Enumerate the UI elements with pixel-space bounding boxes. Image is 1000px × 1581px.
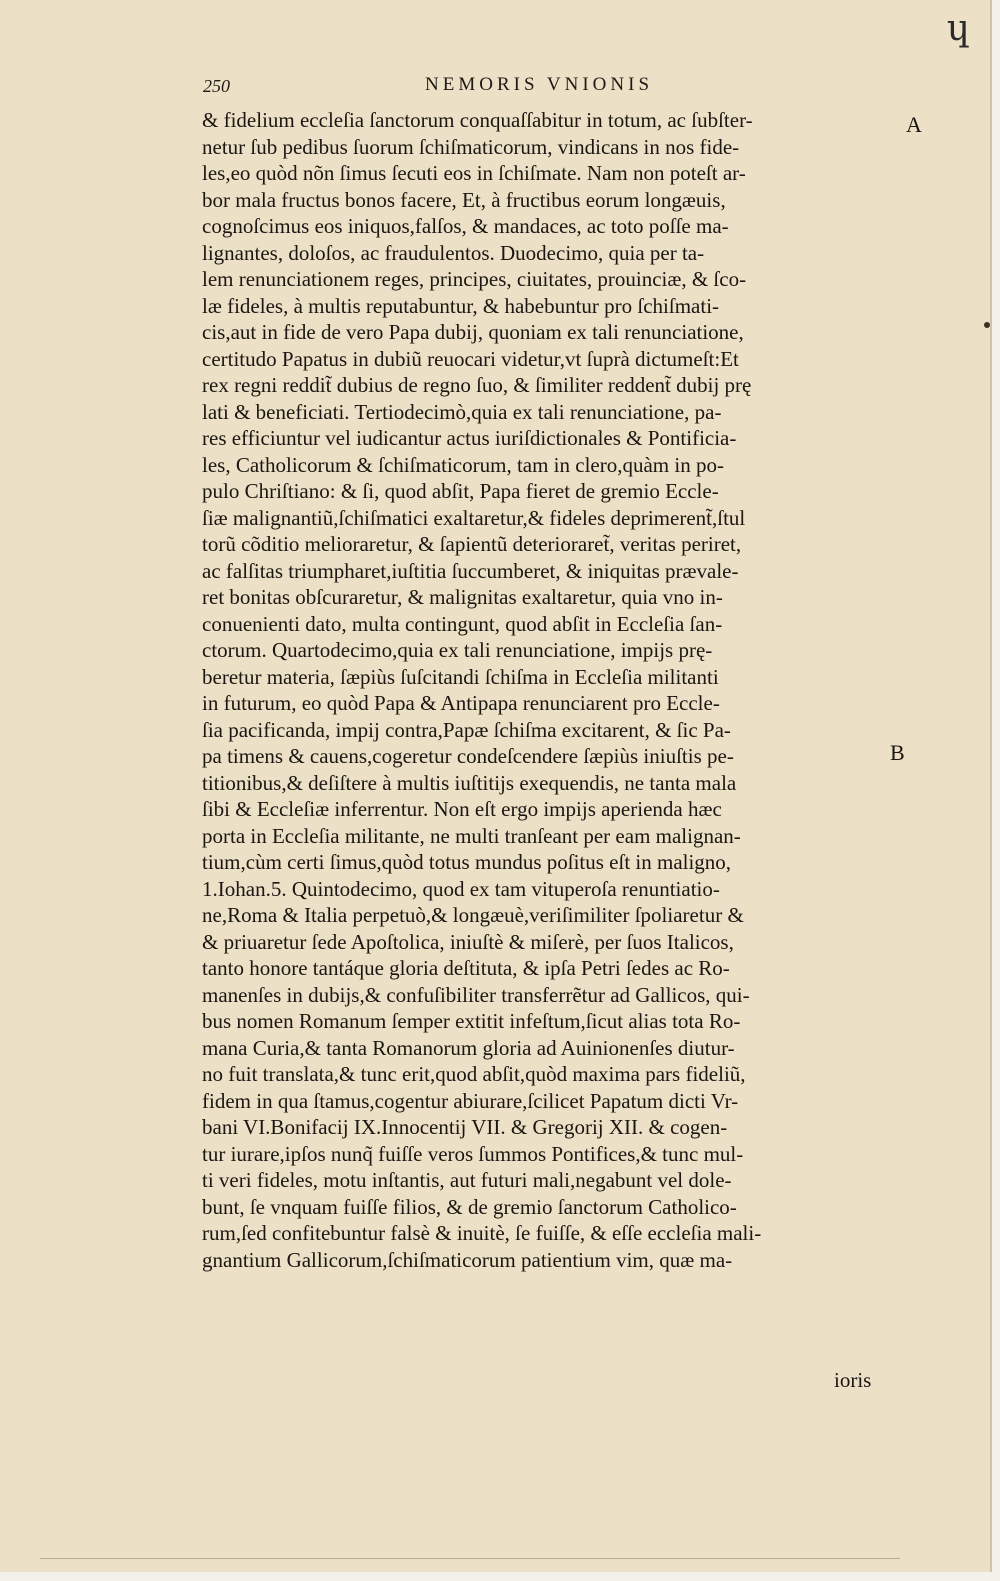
text-line: gnantium Gallicorum,ſchiſmaticorum patientium vim, quæ ma- (202, 1247, 733, 1272)
text-line: les,eo quòd nõn ſimus ſecuti eos in ſchiſmate. Nam non poteſt ar- (202, 161, 746, 185)
text-line: tium,cùm certi ſimus,quòd totus mundus poſitus eſt in maligno, (202, 850, 732, 874)
text-line: pulo Chriſtiano: & ſi, quod abſit, Papa fieret de gremio Eccle- (202, 479, 719, 503)
margin-dot (984, 322, 990, 328)
page-number: 250 (203, 76, 230, 96)
text-line: cis,aut in fide de vero Papa dubij, quoniam ex tali renunciatione, (202, 320, 744, 344)
text-line: netur ſub pedibus ſuorum ſchiſmaticorum, vindicans in nos fide- (202, 134, 740, 159)
text-line: lem renunciationem reges, principes, ciuitates, prouinciæ, & ſco- (202, 267, 747, 291)
page-bottom-edge (40, 1558, 900, 1559)
body-text (202, 107, 902, 1273)
text-line: bor mala fructus bonos facere, Et, à fructibus eorum longæuis, (202, 187, 726, 212)
text-line: bani VI.Bonifacij IX.Innocentij VII. & Gregorij XII. & cogen- (202, 1115, 728, 1139)
catchword: ioris (834, 1368, 872, 1392)
text-line: ſia pacificanda, impij contra,Papæ ſchiſma excitarent, & ſic Pa- (202, 717, 731, 742)
running-title: NEMORIS VNIONIS (425, 74, 654, 95)
text-line: les, Catholicorum & ſchiſmaticorum, tam in clero,quàm in po- (202, 452, 724, 477)
text-line: res efficiuntur vel iudicantur actus iuriſdictionales & Pontificia- (202, 426, 737, 450)
text-line: & fidelium eccleſia ſanctorum conquaſſabitur in totum, ac ſubſter- (202, 108, 753, 132)
text-line: torũ cõditio melioraretur, & ſapientũ deterioraret̃, veritas periret, (202, 532, 742, 556)
text-line: certitudo Papatus in dubiũ reuocari videtur,vt ſuprà dictumeſt:Et (202, 346, 739, 371)
text-line: porta in Eccleſia militante, ne multi tranſeant per eam malignan- (202, 823, 741, 848)
text-line: bunt, ſe vnquam fuiſſe filios, & de gremio ſanctorum Catholico- (202, 1194, 737, 1219)
text-line: manenſes in dubijs,& confuſibiliter transferrẽtur ad Gallicos, qui- (202, 982, 750, 1007)
text-line: fidem in qua ſtamus,cogentur abiurare,ſcilicet Papatum dicti Vr- (202, 1088, 739, 1113)
text-line: titionibus,& deſiſtere à multis iuſtitijs exequendis, ne tanta mala (202, 770, 737, 795)
text-line: rex regni reddit̃ dubius de regno ſuo, & ſimiliter reddent̃ dubij prę (202, 373, 752, 397)
text-line: bus nomen Romanum ſemper extitit infeſtum,ſicut alias tota Ro- (202, 1009, 741, 1033)
text-line: ac falſitas triumpharet,iuſtitia ſuccumberet, & iniquitas prævale- (202, 558, 739, 583)
text-line: ctorum. Quartodecimo,quia ex tali renunciatione, impijs prę- (202, 638, 713, 662)
text-line: ti veri fideles, motu inſtantis, aut futuri mali,negabunt vel dole- (202, 1168, 732, 1192)
text-line: ſiæ malignantiũ,ſchiſmatici exaltaretur,& fideles deprimerent̃,ſtul (202, 505, 746, 530)
text-line: lati & beneficiati. Tertiodecimò,quia ex tali renunciatione, pa- (202, 399, 722, 424)
text-line: rum,ſed confitebuntur falsè & inuitè, ſe fuiſſe, & eſſe eccleſia mali- (202, 1221, 762, 1245)
text-line: conuenienti dato, multa contingunt, quod abſit in Eccleſia ſan- (202, 611, 723, 636)
page-header (203, 74, 883, 104)
text-line: cognoſcimus eos iniquos,falſos, & mandaces, ac toto poſſe ma- (202, 214, 729, 238)
margin-letter-a: A (906, 112, 922, 137)
text-line: pa timens & cauens,cogeretur condeſcendere ſæpiùs iniuſtis pe- (202, 744, 734, 768)
text-line: tanto honore tantáque gloria deſtituta, & ipſa Petri ſedes ac Ro- (202, 956, 730, 980)
text-line: no fuit translata,& tunc erit,quod abſit,quòd maxima pars fideliũ, (202, 1062, 746, 1086)
text-line: ſibi & Eccleſiæ inferrentur. Non eſt ergo impijs aperienda hæc (202, 797, 722, 821)
margin-letter-b: B (890, 740, 905, 765)
text-line: læ fideles, à multis reputabuntur, & habebuntur pro ſchiſmati- (202, 293, 720, 318)
text-line: ne,Roma & Italia perpetuò,& longæuè,veriſimiliter ſpoliaretur & (202, 903, 744, 927)
corner-handwritten-mark: ɥ (946, 8, 970, 49)
text-line: in futurum, eo quòd Papa & Antipapa renunciarent pro Eccle- (202, 691, 720, 715)
text-line: beretur materia, ſæpiùs ſuſcitandi ſchiſma in Eccleſia militanti (202, 664, 719, 689)
text-line: lignantes, doloſos, ac fraudulentos. Duodecimo, quia per ta- (202, 240, 705, 265)
text-line: ret bonitas obſcuraretur, & malignitas exaltaretur, quia vno in- (202, 585, 723, 609)
text-line: mana Curia,& tanta Romanorum gloria ad Auinionenſes diutur- (202, 1035, 735, 1060)
text-line: & priuaretur ſede Apoſtolica, iniuſtè & miſerè, per ſuos Italicos, (202, 929, 734, 954)
text-line: tur iurare,ipſos nunq̃ fuiſſe veros ſummos Pontifices,& tunc mul- (202, 1141, 744, 1166)
text-line: 1.Iohan.5. Quintodecimo, quod ex tam vituperoſa renuntiatio- (202, 876, 720, 901)
